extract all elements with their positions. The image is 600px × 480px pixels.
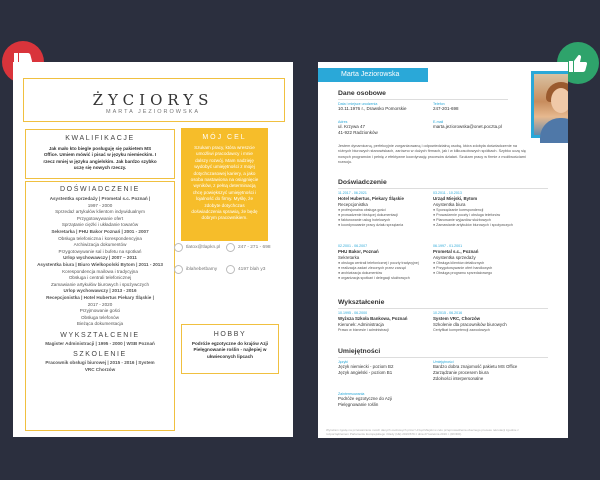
goal-line: chcę powiększyć umiejętności i: [192, 189, 257, 195]
hobby-line: Podróże egzotyczne do krajów Azji: [191, 341, 269, 346]
training-line: VRC Chorzów: [84, 367, 116, 373]
goal-heading: MÓJ CEL: [202, 134, 247, 141]
qual-line: rzecz mniej w języku angielskim. Jak bardzo szybko: [43, 158, 157, 164]
experience-heading: Doświadczenie: [338, 179, 387, 186]
experience-duty: Sprzedaż artykułów klientom indywidualnym: [55, 209, 145, 215]
education-line: Magister Administracji | 1995 - 2000 | WSB Poznań: [45, 340, 155, 346]
envelope-icon: [174, 243, 183, 252]
goal-line: wydobyć umiejętności z mojej: [194, 164, 255, 170]
experience-list: [25, 196, 175, 328]
entry-position: Sekretarka: [338, 255, 360, 260]
experience-heading: DOŚWIADCZENIE: [60, 186, 140, 193]
entry: [433, 191, 528, 228]
skill-item: Bardzo dobra znajomość pakietu MS Office: [433, 364, 518, 369]
it-skills-label: Umiejętności: [433, 360, 454, 364]
entry-bullet: ● Obsługa klientów detalicznych: [433, 261, 485, 265]
entry-date: 10.1995 - 06.2000: [338, 311, 368, 315]
address-line-1: ul. Krzywa 47: [338, 124, 366, 129]
entry-position: Recepcjonistka: [338, 202, 368, 207]
experience-duty: Przygotowywanie sal i bufetu na spotkań: [58, 248, 142, 254]
entry-bullet: ● Obsługa programu sprzedażowego: [433, 271, 493, 275]
dob-field: [338, 102, 428, 112]
divider: [338, 357, 548, 358]
entry-bullet: ● organizacja spotkań i delegacji służbowych: [338, 276, 410, 280]
contact-social-2-text: 4197 blah y3: [238, 267, 266, 272]
qual-line: Jak mało kto biegle posługuję się pakietem MS: [48, 146, 152, 151]
address-line-2: 41-922 Radzionków: [338, 130, 378, 135]
skill-item: Zdolności interpersonalne: [433, 376, 484, 381]
summary-line: różnych biurowych stanowiskach, zarówno w dużych firmach, jak i w kilkuosobowych spółkach. Szybko uczę się: [338, 149, 527, 154]
dob-label: Data i miejsce urodzenia: [338, 102, 378, 106]
experience-duty: Obsługa i centrali telefonicznej: [68, 275, 132, 281]
experience-job: Asystentka biura | Biuro Wielkopolski Bytom | 2011 - 2013: [37, 261, 163, 267]
entry: [433, 311, 528, 333]
cv-good-example: [318, 62, 568, 438]
education-heading: WYKSZTAŁCENIE: [60, 331, 140, 339]
entry-bullet: ● profesjonalna obsługa gości: [338, 208, 386, 212]
email-value: marta.jeziorowska@onet.poczta.pl: [433, 124, 502, 129]
phone-field: [433, 102, 528, 112]
summary-line: nowych programów i pełnię z efektywne koordynację procesów działań. Szukam pracy w firmie z możliwościami: [338, 154, 526, 159]
entry-bullet: ● Prowadzenie poczty i obsługa telefonów: [433, 213, 501, 217]
entry: [433, 244, 528, 276]
experience-job: Urlop wychowawczy | 2007 – 2011: [63, 255, 137, 261]
goal-line: lojalność do firmy. Myślę, że: [195, 196, 254, 202]
entry-organization: Hotel Hubertus, Piekary Śląskie: [338, 196, 404, 201]
summary-line: rozwoju.: [338, 160, 353, 165]
entry-bullet: ● Zamawianie artykułów biurowych i spożywczych: [433, 223, 513, 227]
contact-social-1-text: iblahebetbamy: [186, 267, 218, 272]
language-item: Język niemiecki - poziom B2: [338, 364, 394, 369]
skill-item: Zarządzanie procesem biura: [433, 370, 489, 375]
dob-value: 10.11.1976 r., Drawsko Pomorskie: [338, 106, 407, 111]
experience-job: Urlop wychowawczy | 2013 - 2016: [63, 288, 137, 294]
social-icon: [174, 265, 183, 274]
entry-organization: Prometal s.c., Poznań: [433, 249, 479, 254]
entry-date: 10.2015 - 06.2016: [433, 311, 463, 315]
thumbs-up-icon: [566, 51, 590, 75]
experience-job: Sekretarka | PHU Bakor Poznań | 2001 - 2007: [51, 228, 149, 234]
address-label: Adres: [338, 120, 348, 124]
contact-email: [174, 243, 220, 252]
qual-line: Office. Umiem mówić i pisać w języku niemieckim. I: [43, 152, 157, 158]
hobby-line: ukwieconych lipcach: [207, 353, 253, 359]
goal-box: [181, 128, 268, 241]
goal-line: doświadczenia sprawią, że będę: [191, 209, 258, 215]
entry-position: Kierunek: Administracja: [338, 322, 384, 327]
phone-value: 247-201-698: [433, 106, 459, 111]
experience-duty: Sprzątanie ciężki i układanie towarów: [61, 222, 139, 228]
training-line: Pracownik obsługi biurowej | 2015 - 2016 | System: [45, 360, 155, 366]
training-heading: SZKOLENIE: [73, 351, 127, 359]
interest-item: Podróże egzotyczne do Azji: [338, 396, 392, 401]
languages-label: Języki: [338, 360, 348, 364]
entry-date: 02.2001 - 06.2007: [338, 244, 368, 248]
divider: [338, 99, 508, 100]
profile-photo: [531, 71, 568, 138]
entry-bullet: ● koordynowanie pracy działu sprzątania: [338, 223, 404, 227]
goal-line: osoba nastawiona na osiągnięcie: [190, 177, 259, 183]
name-bar: Marta Jeziorowska: [318, 68, 428, 82]
entry: [338, 311, 433, 333]
summary-line: Jestem dynamiczną, perfekcyjnie zorganizowaną i odpowiedzialną osobą, która zdobyła doświadczenie na: [338, 144, 517, 148]
language-item: Język angielski - poziom B1: [338, 370, 393, 375]
entry-organization: Wyższa Szkoła Bankowa, Poznań: [338, 316, 408, 321]
entry-bullet: ● prowadzenie bieżącej dokumentacji: [338, 213, 398, 217]
contact-phone: [226, 243, 271, 252]
entry-position: Asystentka sprzedaży: [433, 255, 476, 260]
cv-heading: ŻYCIORYS: [92, 91, 214, 109]
goal-line: zdobyte dotychczas: [204, 202, 245, 208]
phone-icon: [226, 243, 235, 252]
entry-position: Asystentka biura: [433, 202, 466, 207]
qual-line: uczę się nowych rzeczy.: [73, 165, 127, 171]
entry: [338, 191, 433, 228]
social-icon: [226, 265, 235, 274]
cv-bad-example: [13, 62, 293, 437]
entry-date: 11.2017 - 06.2021: [338, 191, 367, 195]
entry-date: 06.1997 - 01.2001: [433, 244, 463, 248]
experience-duty: Archiwizacja dokumentów: [73, 242, 127, 248]
entry-bullet: Certyfikat kompetencji zawodowych: [433, 328, 490, 332]
goal-line: umożliwi pracodawcy i mnie: [196, 151, 253, 157]
experience-duty: Obsługa telefoniczna i korespondencyjna: [58, 235, 142, 241]
contact-social-1: [174, 265, 217, 274]
entry-organization: System VRC, Chorzów: [433, 316, 481, 321]
summary: [338, 144, 550, 166]
experience-duty: Zamawianie artykułów biurowych i spożywczych: [50, 281, 150, 287]
entry-organization: PHU Bakor, Poznań: [338, 249, 379, 254]
gdpr-line: rozporządzeniem Parlamentu Europejskiego i Rady (UE) 2016/679 z dnia 27 kwietnia 2016 r. (RODO).: [326, 432, 463, 436]
hobby-heading: HOBBY: [213, 331, 247, 338]
experience-job: Recepcjonistka | Hotel Hubertus Piekary Śląskie |: [46, 294, 154, 300]
entry-bullet: ● Sporządzanie korespondencji: [433, 208, 484, 212]
goal-line: Szukam pracy, która wreszcie: [194, 145, 255, 150]
skills-heading: Umiejętności: [338, 348, 381, 355]
qualifications-heading: KWALIFIKACJE: [65, 135, 135, 142]
contact-phone-text: 247 - 271 - 698: [238, 245, 271, 250]
contact-social-2: [226, 265, 265, 274]
entry-bullet: ● archiwizacja dokumentów: [338, 271, 383, 275]
entry: [338, 244, 433, 281]
hobby-line: Pielęgnowanie roślin - najlepiej w: [193, 347, 267, 353]
entry-date: 03.2011 - 10.2013: [433, 191, 462, 195]
address-field: [338, 120, 428, 136]
experience-job: Asystentka sprzedaży | Prometal s.c. Poznań |: [49, 196, 151, 201]
email-field: [433, 120, 528, 130]
experience-duty: Przygotowywanie ofert: [76, 215, 124, 221]
entry-bullet: ● Planowanie wyjazdów służbowych: [433, 218, 491, 222]
experience-section: [25, 186, 175, 374]
experience-duty: Obsługa telefonów: [80, 314, 120, 320]
education-heading: Wykształcenie: [338, 299, 385, 306]
person-name: MARTA JEZIOROWSKA: [106, 109, 200, 115]
hobby-section: [181, 331, 279, 360]
interests: [338, 392, 458, 408]
entry-position: Szkolenie dla pracowników biurowych: [433, 322, 507, 327]
personal-heading: Dane osobowe: [338, 90, 386, 97]
it-skills: [433, 360, 553, 382]
entry-bullet: ● Przygotowywanie ofert handlowych: [433, 266, 493, 270]
experience-duty: Przyjmowanie gości: [79, 308, 121, 314]
goal-line: dotychczasowej kariery, a jako: [193, 170, 256, 176]
contact-email-text: tlatox@tlapkn.pl: [186, 245, 221, 250]
experience-duty: 2017 - 2020: [87, 301, 113, 307]
entry-bullet: ● obsługa centrali telefonicznej i poczty tradycyjnej: [338, 261, 419, 265]
email-label: E-mail: [433, 120, 444, 124]
experience-duty: Bieżąca dokumentacja: [76, 321, 124, 327]
interests-label: Zainteresowania: [338, 392, 365, 396]
gdpr-clause: [326, 428, 560, 436]
interest-item: Pielęgnowanie roślin: [338, 402, 379, 407]
goal-line: dobrym pracownikiem.: [201, 215, 248, 221]
entry-bullet: Prawo w biznesie i administracji: [338, 328, 389, 332]
divider: [338, 188, 548, 189]
entry-bullet: ● realizacja zadań zleconych przez zarząd: [338, 266, 406, 270]
goal-line: wyników, z pełną determinacją: [193, 183, 256, 189]
divider: [338, 308, 548, 309]
languages: [338, 360, 438, 376]
entry-organization: Urząd Miejski, Bytom: [433, 196, 478, 201]
experience-duty: 1997 - 2000: [87, 202, 113, 208]
goal-line: dalszy rozwój. Mam nadzieję: [195, 157, 254, 163]
qualifications-section: [25, 135, 175, 172]
gdpr-line: Wyrażam zgodę na przetwarzanie moich danych osobowych przez Urząd Miejski w celu przeprowadzenia obecnego procesu rekrutacji zgodnie z: [326, 428, 519, 432]
experience-duty: Korespondencja mailowa i tradycyjna: [62, 268, 138, 274]
entry-bullet: ● fakturowanie usług hotelowych: [338, 218, 391, 222]
phone-label: Telefon: [433, 102, 445, 106]
